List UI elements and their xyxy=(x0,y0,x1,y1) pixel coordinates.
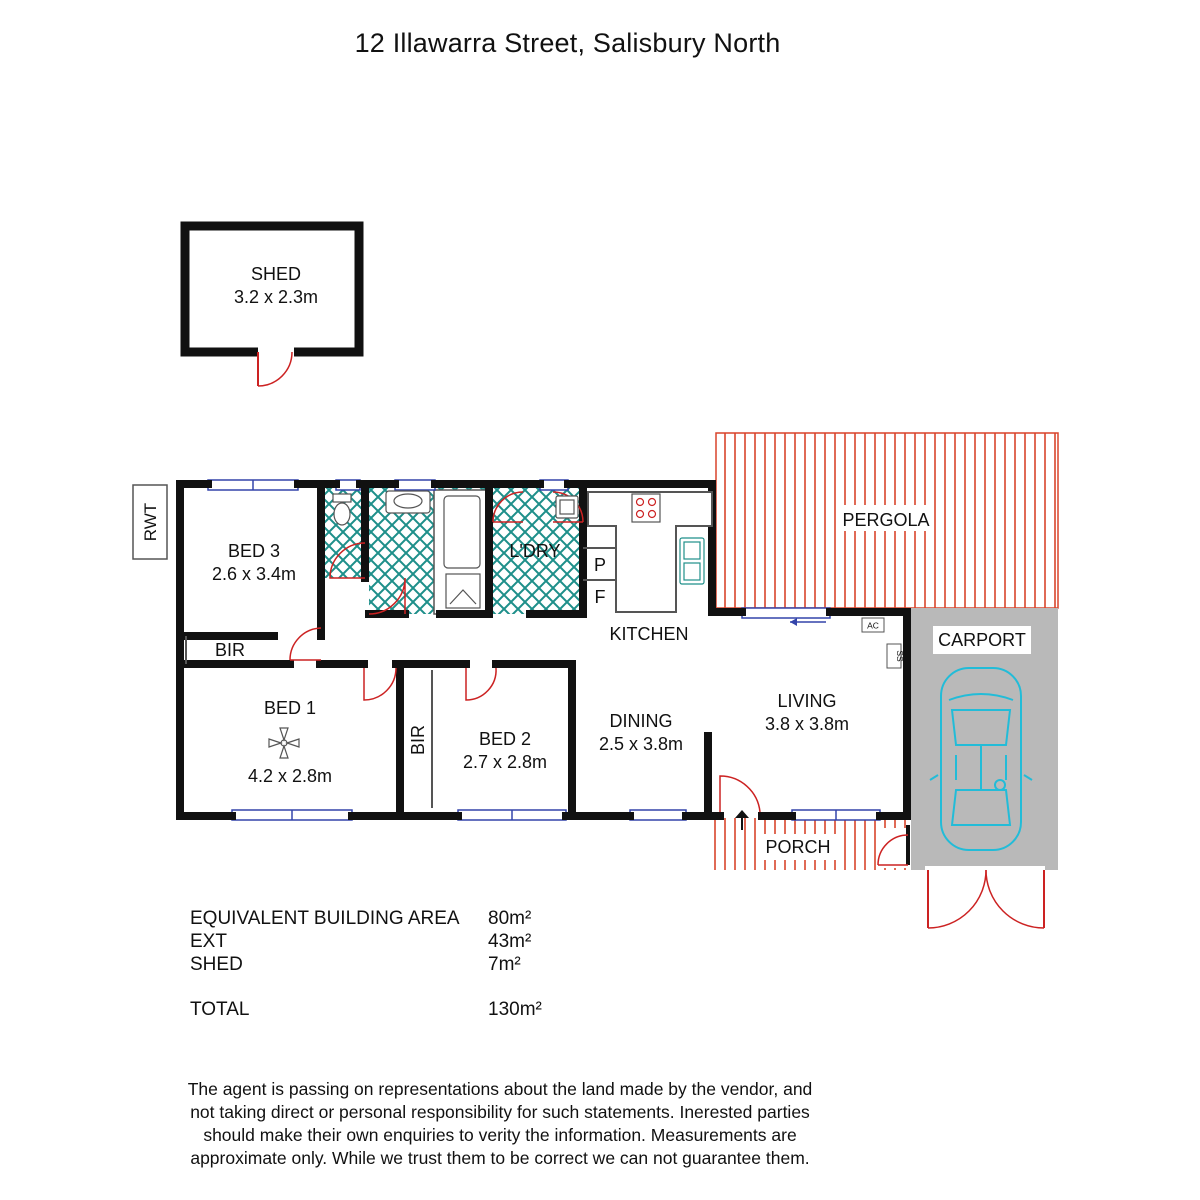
dining-name: DINING xyxy=(609,711,673,731)
laundry-name: L'DRY xyxy=(509,541,561,561)
porch-name: PORCH xyxy=(765,837,831,857)
fridge xyxy=(595,587,606,607)
disclaimer-line: The agent is passing on representations about the land made by the vendor, and xyxy=(187,1079,813,1099)
ac-unit xyxy=(862,618,884,632)
rwt-label: RWT xyxy=(141,502,160,542)
shed-dims: 3.2 x 2.3m xyxy=(233,287,319,307)
total-label: TOTAL xyxy=(190,999,250,1020)
toilet-icon xyxy=(333,494,351,525)
page-title: 12 Illawarra Street, Salisbury North xyxy=(354,28,781,58)
pantry-label: P xyxy=(593,555,607,575)
bir-bed3-label: BIR xyxy=(214,640,246,660)
area-value: 7m² xyxy=(488,954,521,975)
basin-icon xyxy=(386,491,430,513)
sliding-door-arrow-icon xyxy=(790,618,826,626)
shed xyxy=(185,226,359,386)
bed1-dims: 4.2 x 2.8m xyxy=(247,766,333,786)
area-row xyxy=(190,953,610,976)
disclaimer-line: should make their own enquiries to verity the information. Measurements are xyxy=(203,1125,797,1145)
ac-label: AC xyxy=(867,620,879,631)
area-value: 43m² xyxy=(488,931,532,952)
sink-icon xyxy=(680,538,704,584)
cooktop-icon xyxy=(632,494,660,522)
total-row xyxy=(190,998,610,1021)
ss-unit xyxy=(887,644,905,668)
area-label: EXT xyxy=(190,931,227,952)
area-label: EQUIVALENT BUILDING AREA xyxy=(190,908,460,929)
trough-icon xyxy=(556,496,578,518)
kitchen-name: KITCHEN xyxy=(609,624,689,644)
area-row xyxy=(190,907,610,930)
pergola-name: PERGOLA xyxy=(842,510,930,530)
area-row xyxy=(190,930,610,953)
bed1-name: BED 1 xyxy=(263,698,317,718)
area-value: 80m² xyxy=(488,908,532,929)
ss-label: SS xyxy=(895,650,905,662)
area-label: SHED xyxy=(190,954,243,975)
shed-name: SHED xyxy=(250,264,302,284)
bed2-name: BED 2 xyxy=(478,729,532,749)
pantry xyxy=(594,555,606,575)
disclaimer-line: not taking direct or personal responsibility for such statements. Inerested parties xyxy=(190,1102,810,1122)
carport-gate[interactable] xyxy=(928,870,1044,928)
living-name: LIVING xyxy=(777,691,837,711)
fridge-label: F xyxy=(594,587,606,607)
bath-icon xyxy=(444,496,480,568)
pergola xyxy=(716,433,1058,608)
bed3-dims: 2.6 x 3.4m xyxy=(211,564,297,584)
carport xyxy=(911,608,1058,928)
porch xyxy=(706,818,911,870)
bir-bed1-label: BIR xyxy=(408,724,428,756)
shower-icon xyxy=(446,574,480,608)
ceiling-fan-icon xyxy=(269,728,299,758)
bed2-dims: 2.7 x 2.8m xyxy=(462,752,548,772)
dining-dims: 2.5 x 3.8m xyxy=(598,734,684,754)
carport-name: CARPORT xyxy=(938,630,1026,650)
disclaimer xyxy=(150,1078,850,1170)
bed3-name: BED 3 xyxy=(227,541,281,561)
living-dims: 3.8 x 3.8m xyxy=(764,714,850,734)
disclaimer-line: approximate only. While we trust them to be correct we can not guarantee them. xyxy=(190,1148,810,1168)
rwt-tank xyxy=(133,485,167,559)
total-value: 130m² xyxy=(488,999,542,1020)
area-schedule xyxy=(190,907,610,1021)
